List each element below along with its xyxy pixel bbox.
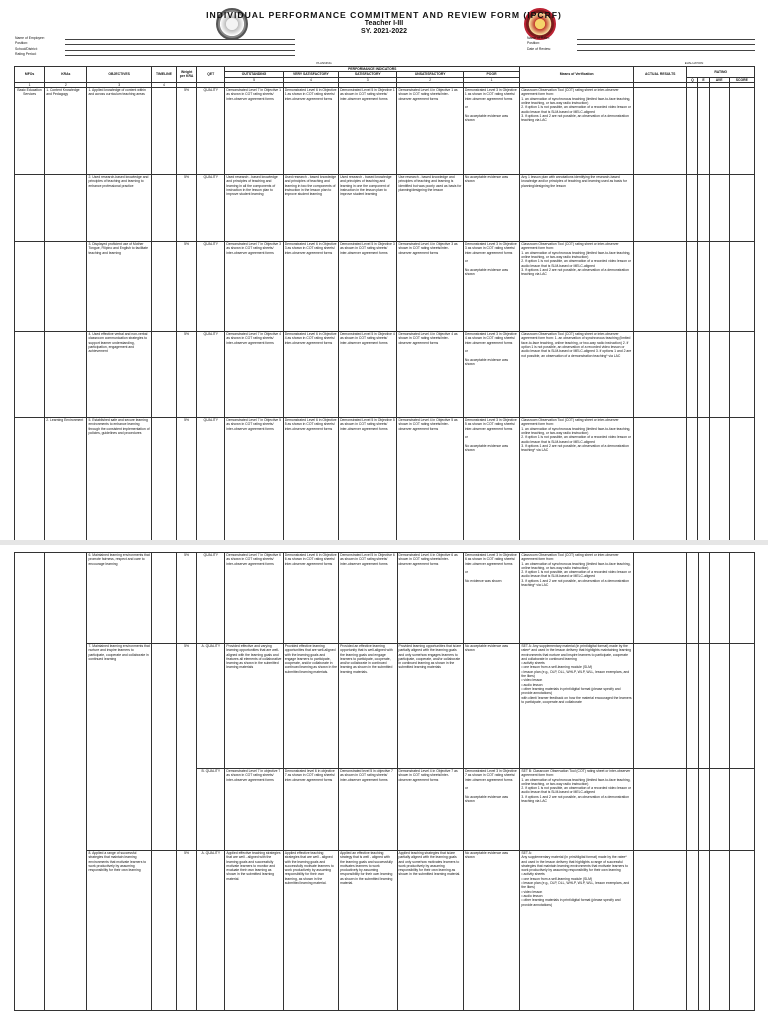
mfo-cell xyxy=(15,553,45,1011)
col-timeline: TIMELINE xyxy=(151,67,176,83)
rating-e-cell[interactable] xyxy=(698,418,709,541)
col-poor: POOR xyxy=(463,72,519,77)
poor-cell: No acceptable evidence was shown xyxy=(463,644,519,769)
satisfactory-cell: Demonstrated Level 5 in Objective 3 as shown in COT rating sheets/ inter-observer agreement forms xyxy=(339,242,397,332)
very-satisfactory-cell: Demonstrated Level 6 in Objective 6 as shown in COT rating sheets/ inter-observer agreement forms xyxy=(283,553,338,644)
scale-5: 5 xyxy=(225,77,283,82)
info-label: Name of Rater: xyxy=(527,35,550,40)
col-number: 1 xyxy=(15,82,45,87)
outstanding-cell: Demonstrated Level 7 in Objective 4 as shown in COT rating sheets/ inter-observer agreement forms xyxy=(225,332,283,418)
objective-row xyxy=(15,418,755,541)
weight-cell: 5% xyxy=(177,851,197,1011)
col-number: 3 xyxy=(87,82,151,87)
objective-row xyxy=(15,332,755,418)
satisfactory-cell: Demonstrated Level 5 in Objective 4 as shown in COT rating sheets/ inter-observer agreement forms xyxy=(339,332,397,418)
rating-ave-cell[interactable] xyxy=(709,175,729,242)
objective-row xyxy=(15,644,755,769)
satisfactory-cell: Demonstrated Level 5 in Objective 1 as shown in COT rating sheets/ inter-observer agreement forms xyxy=(339,88,397,175)
poor-cell: Demonstrated Level 3 in Objective 4 as shown in COT rating sheets/ inter-observer agreement forms or No acceptable evidence was shown xyxy=(463,332,519,418)
form-subtitle: Teacher I-III xyxy=(364,20,404,27)
actual-results-cell[interactable] xyxy=(634,644,687,769)
timeline-cell[interactable] xyxy=(151,418,176,541)
scale-4: 4 xyxy=(283,77,338,82)
outstanding-cell: Demonstrated Level 7 in Objective 5 as shown in COT rating sheets/ inter-observer agreement forms xyxy=(225,418,283,541)
actual-results-cell[interactable] xyxy=(634,332,687,418)
scale-3: 3 xyxy=(339,77,397,82)
col-mfos: MFOs xyxy=(15,67,45,83)
satisfactory-cell: Provided an effective learning opportunity that is well-aligned with the learning goals and engage learners to participate, cooperate, and/or collaborate in continued learning as shown in the submitted learning materials. xyxy=(339,644,397,769)
info-label: Position: xyxy=(15,41,29,45)
rating-ave-cell[interactable] xyxy=(709,418,729,541)
rating-ave-cell[interactable] xyxy=(709,88,729,175)
rating-q-cell[interactable] xyxy=(687,88,698,175)
poor-cell: No acceptable evidence was shown xyxy=(463,851,519,1011)
rating-score-cell[interactable] xyxy=(729,242,754,332)
poor-cell: Demonstrated Level 3 in Objective 3 as shown in COT rating sheets/ inter-observer agreement forms or No acceptable evidence was shown xyxy=(463,242,519,332)
satisfactory-cell: Applied an effective teaching strategy that is well - aligned with the learning goals and successfully motivates learners to work productively by assuming responsibility for their own learning as shown in the submitted learning material. xyxy=(339,851,397,1011)
timeline-cell[interactable] xyxy=(151,644,176,851)
scale-2: 2 xyxy=(397,77,463,82)
actual-results-cell[interactable] xyxy=(634,851,687,1011)
unsatisfactory-cell: Demonstrated Level 4 in Objective 1 as shown in COT rating sheets/inter-observer agreement forms xyxy=(397,88,463,175)
very-satisfactory-cell: Demonstrated Level 6 in Objective 5 as shown in COT rating sheets/ inter-observer agreement forms xyxy=(283,418,338,541)
timeline-cell[interactable] xyxy=(151,332,176,418)
outstanding-cell: Demonstrated Level 7 in Objective 1 as shown in COT rating sheets/ inter-observer agreement forms xyxy=(225,88,283,175)
form-header xyxy=(0,10,768,36)
actual-results-cell[interactable] xyxy=(634,242,687,332)
outstanding-cell: Provided effective and varying learning opportunities that are well-aligned with the learning goals and features all elements of collaborative learning as shown in the submitted learning materials xyxy=(225,644,283,769)
rating-ave-cell[interactable] xyxy=(709,851,729,1011)
mfo-cell xyxy=(15,332,45,418)
rating-ave-cell[interactable] xyxy=(709,553,729,644)
outstanding-cell: Demonstrated Level 7 in objective 7 as shown in COT rating sheets/ inter-observer agreement forms xyxy=(225,769,283,851)
actual-results-cell[interactable] xyxy=(634,175,687,242)
poor-cell: Demonstrated Level 3 in Objective 5 as shown in COT rating sheets/ inter-observer agreement forms or No acceptable evidence was shown xyxy=(463,418,519,541)
objective-row xyxy=(15,851,755,1011)
col-rating: RATING xyxy=(687,67,755,78)
info-label: Name of Employee: xyxy=(15,35,45,40)
mov-cell: SET B: Classroom Observation Tool (COT) rating sheet or inter-observer agreement form from: 1. an observation of synchronous teaching (limited face-to-face teaching, online teaching, or two-way radio instruction) 2. if option 1 is not possible, an observation of a recorded video lesson or audio lesson that is SLM-based or MELC-aligned 3. if options 1 and 2 are not possible, an observation of a demonstration teaching via LAC xyxy=(520,769,634,851)
poor-cell: No acceptable evidence was shown xyxy=(463,175,519,242)
ipcrf-table-page-2 xyxy=(14,552,755,1011)
rating-score-cell[interactable] xyxy=(729,553,754,644)
rating-e-cell[interactable] xyxy=(698,851,709,1011)
rating-ave-cell[interactable] xyxy=(709,769,729,851)
scale-1: 1 xyxy=(463,77,519,82)
col-weight: Weight per KRA xyxy=(177,67,197,83)
rating-q-cell[interactable] xyxy=(687,175,698,242)
mov-cell: Classroom Observation Tool (COT) rating sheet or inter-observer agreement form from: 1. an observation of synchronous teaching (limited face-to-face teaching, online teaching, or two-way radio instruction) 2. if option 1 is not possible, an observation of a recorded video lesson or audio lesson that is SLM-based or MELC-aligned 3. if options 1 and 2 are not possible, an observation of a demonstration teaching* via LAC xyxy=(520,553,634,644)
col-kras: KRAs xyxy=(45,67,87,83)
objective-cell: 1. Applied knowledge of content within and across curriculum teaching areas xyxy=(87,88,151,175)
employee-info xyxy=(15,34,295,56)
very-satisfactory-cell: Provided effective learning opportunities that are well-aligned with the learning goals and engage learners to participate, cooperate, and/or collaborate in continued learning as shown in the submitted learning materials. xyxy=(283,644,338,769)
employee-name-field[interactable] xyxy=(65,35,295,40)
rating-score-cell[interactable] xyxy=(729,88,754,175)
mfo-cell xyxy=(15,242,45,332)
planning-band: PLANNING xyxy=(316,61,332,65)
rating-e-cell[interactable] xyxy=(698,175,709,242)
col-q: Q xyxy=(687,77,698,82)
objective-cell: 3. Displayed proficient use of Mother Tongue, Filipino and English to facilitate teaching and learning xyxy=(87,242,151,332)
objective-cell: 7. Maintained learning environments that nurture and inspire learners to participate, cooperate and collaborate in continued learning xyxy=(87,644,151,851)
objective-row xyxy=(15,553,755,644)
col-performance-indicators: PERFORMANCE INDICATORS xyxy=(225,67,520,72)
actual-results-cell[interactable] xyxy=(634,553,687,644)
outstanding-cell: Demonstrated Level 7 in Objective 3 as shown in COT rating sheets/ inter-observer agreement forms xyxy=(225,242,283,332)
unsatisfactory-cell: Provided learning opportunities that is/are partially aligned with the learning goals and only somehow engages learners to participate, cooperate, and/or collaborate in continued learning as shown in the submitted learning materials xyxy=(397,644,463,769)
rating-e-cell[interactable] xyxy=(698,553,709,644)
weight-cell: 5% xyxy=(177,175,197,242)
objective-row xyxy=(15,242,755,332)
unsatisfactory-cell: Demonstrated Level 4 in Objective 6 as shown in COT rating sheets/inter-observer agreement forms xyxy=(397,553,463,644)
rating-ave-cell[interactable] xyxy=(709,644,729,769)
qet-cell: QUALITY xyxy=(197,418,225,541)
col-objectives: OBJECTIVES xyxy=(87,67,151,83)
col-e: E xyxy=(698,77,709,82)
poor-cell: Demonstrated Level 3 in Objective 6 as shown in COT rating sheets/ inter-observer agreement forms or No evidence was shown xyxy=(463,553,519,644)
kra-cell: 2. Learning Environment xyxy=(45,418,87,541)
evaluation-band: EVALUATION xyxy=(684,61,704,65)
rating-q-cell[interactable] xyxy=(687,553,698,644)
col-unsatisfactory: UNSATISFACTORY xyxy=(397,72,463,77)
timeline-cell[interactable] xyxy=(151,242,176,332)
col-ave: AVE xyxy=(709,77,729,82)
timeline-cell[interactable] xyxy=(151,553,176,644)
mov-cell: Classroom Observation Tool (COT) rating sheet or inter-observer agreement form from: 1. an observation of synchronous teaching (limited face-to-face teaching, online teaching, or two-way radio instruction) 2. if option 1 is not possible, an observation of a recorded video lesson or audio lesson that is SLM-based or MELC-aligned 3. if options 1 and 2 are not possible, an observation of a demonstration teaching via LAC xyxy=(520,88,634,175)
weight-cell: 5% xyxy=(177,553,197,644)
info-label: Position: xyxy=(527,41,541,45)
objective-row xyxy=(15,88,755,175)
rater-position-field[interactable] xyxy=(577,40,755,45)
employee-position-field[interactable] xyxy=(65,40,295,45)
rating-e-cell[interactable] xyxy=(698,332,709,418)
mfo-cell xyxy=(15,418,45,541)
qet-cell: B. QUALITY xyxy=(197,769,225,851)
weight-cell: 5% xyxy=(177,418,197,541)
outstanding-cell: Demonstrated Level 7 in Objective 6 as shown in COT rating sheets/ inter-observer agreement forms xyxy=(225,553,283,644)
ipcrf-table-page-1 xyxy=(14,61,755,541)
actual-results-cell[interactable] xyxy=(634,769,687,851)
qet-cell: QUALITY xyxy=(197,553,225,644)
kra-cell: 1. Content Knowledge and Pedagogy xyxy=(45,88,87,175)
timeline-cell[interactable] xyxy=(151,175,176,242)
weight-cell: 5% xyxy=(177,242,197,332)
rating-q-cell[interactable] xyxy=(687,769,698,851)
col-number: 2 xyxy=(45,82,87,87)
rater-name-field[interactable] xyxy=(577,35,755,40)
outstanding-cell: Applied effective teaching strategies that are well - aligned with the learning goals and successfully motivate learners to monitor and evaluate their own learning as shown in the submitted learning material. xyxy=(225,851,283,1011)
mov-cell: Classroom Observation Tool (COT) rating sheet or inter-observer agreement form from: 1. an observation of synchronous teaching (limited face-to-face teaching, online teaching, or two-way radio instruction) 2. if option 1 is not possible, an observation of a recorded video lesson or audio lesson that is SLM-based or MELC-aligned 3. if options 1 and 2 are not possible, an observation of a demonstration teaching* via LAC xyxy=(520,418,634,541)
actual-results-cell[interactable] xyxy=(634,418,687,541)
qet-cell: A. QUALITY xyxy=(197,851,225,1011)
col-number: 4 xyxy=(151,82,176,87)
form-title: INDIVIDUAL PERFORMANCE COMMITMENT AND REVIEW FORM (IPCRF) xyxy=(206,10,562,20)
very-satisfactory-cell: Demonstrated Level 6 in Objective 1 as shown in COT rating sheets/ inter-observer agreement forms xyxy=(283,88,338,175)
qet-cell: QUALITY xyxy=(197,88,225,175)
school-district-field[interactable] xyxy=(65,46,295,51)
very-satisfactory-cell: Demonstrated level 6 in objective 7 as shown in COT rating sheets/ inter-observer agreement forms xyxy=(283,769,338,851)
objective-cell: 2. Used research-based knowledge and principles of teaching and learning to enhance professional practice xyxy=(87,175,151,242)
col-outstanding: OUTSTANDING xyxy=(225,72,283,77)
qet-cell: QUALITY xyxy=(197,175,225,242)
timeline-cell[interactable] xyxy=(151,851,176,1011)
col-means-of-verification: Means of Verification xyxy=(520,67,634,83)
date-of-review-field[interactable] xyxy=(577,46,755,51)
mov-cell: Classroom Observation Tool (COT) rating sheet or inter-observer agreement form from: 1. an observation of synchronous teaching (limited face-to-face teaching, online teaching, or two-way radio instruction) 2. if option 1 is not possible, an observation of a recorded video lesson or audio lesson that is SLM-based or MELC-aligned 3. if options 1 and 2 are not possible, an observation of a demonstration teaching via LAC xyxy=(520,242,634,332)
unsatisfactory-cell: Demonstrated Level 4 in Objective 4 as shown in COT rating sheets/inter-observer agreement forms xyxy=(397,332,463,418)
rating-score-cell[interactable] xyxy=(729,644,754,769)
rating-score-cell[interactable] xyxy=(729,332,754,418)
kra-cell xyxy=(45,242,87,332)
weight-cell: 5% xyxy=(177,88,197,175)
rating-score-cell[interactable] xyxy=(729,418,754,541)
objective-cell: 6. Maintained learning environments that promote fairness, respect and care to encourage learning xyxy=(87,553,151,644)
unsatisfactory-cell: Demonstrated Level 4 in Objective 3 as shown in COT rating sheets/inter-observer agreement forms xyxy=(397,242,463,332)
weight-cell: 5% xyxy=(177,644,197,851)
rating-e-cell[interactable] xyxy=(698,242,709,332)
info-label: Rating Period: xyxy=(15,52,37,56)
objective-row xyxy=(15,175,755,242)
rating-ave-cell[interactable] xyxy=(709,332,729,418)
mov-cell: Classroom Observation Tool (COT) rating sheet or inter-observer agreement form from: 1. an observation of synchronous teaching (limited face-to-face teaching, online teaching, or two-way radio instruction) 2. if option 1 is not possible, an observation of a recorded video lesson or audio lesson that is SLM-based or MELC-aligned 3. if options 1 and 2 are not possible, an observation of a demonstration teaching* via LAC xyxy=(520,332,634,418)
mov-cell: SET A: Any supplementary material (in print/digital format) made by the ratee* and used in the lesson delivery that highlights maintaining learning environments that nurture and inspire learners to participate, cooperate and collaborate in continued learning • activity sheets • one lesson from a self-learning module (SLM) • lesson plan (e.g., DLP, DLL, WHLP, WLP, WLL, lesson exemplars, and the likes) • video lesson • audio lesson • other learning materials in print/digital format (please specify and provide annotations) with client/ learner feedback on how the material encouraged the learners to participate, cooperate and collaborate xyxy=(520,644,634,769)
rating-q-cell[interactable] xyxy=(687,851,698,1011)
rating-e-cell[interactable] xyxy=(698,88,709,175)
school-year: SY. 2021-2022 xyxy=(361,28,407,35)
rating-score-cell[interactable] xyxy=(729,851,754,1011)
col-actual-results: ACTUAL RESULTS xyxy=(634,67,687,83)
qet-cell: A. QUALITY xyxy=(197,644,225,769)
unsatisfactory-cell: Demonstrated Level 4 in Objective 5 as shown in COT rating sheets/inter-observer agreement forms xyxy=(397,418,463,541)
rater-info xyxy=(527,34,755,51)
kra-cell xyxy=(45,175,87,242)
unsatisfactory-cell: Applied teaching strategies that is/are partially aligned with the learning goals and only somehow motivates learners to work productively by assuming responsibility for their own learning as shown in the submitted learning material. xyxy=(397,851,463,1011)
poor-cell: Demonstrated Level 3 in Objective 1 as shown in COT rating sheets/ inter-observer agreement forms or No acceptable evidence was shown xyxy=(463,88,519,175)
rating-score-cell[interactable] xyxy=(729,175,754,242)
unsatisfactory-cell: Use research - based knowledge and principles of teaching and learning is identified but was poorly used as basis for planning/designing the lesson xyxy=(397,175,463,242)
rating-score-cell[interactable] xyxy=(729,769,754,851)
col-satisfactory: SATISFACTORY xyxy=(339,72,397,77)
qet-cell: QUALITY xyxy=(197,332,225,418)
mfo-cell xyxy=(15,175,45,242)
rating-q-cell[interactable] xyxy=(687,242,698,332)
unsatisfactory-cell: Demonstrated Level 4 in Objective 7 as shown in COT rating sheets/inter-observer agreement forms xyxy=(397,769,463,851)
satisfactory-cell: Demonstrated Level 5 in Objective 6 as shown in COT rating sheets/ inter-observer agreement forms xyxy=(339,553,397,644)
outstanding-cell: Used research - based knowledge and principles of teaching and learning in all the components of instruction in the lesson plan to improve student learning xyxy=(225,175,283,242)
rating-period-field[interactable] xyxy=(65,51,295,56)
rating-q-cell[interactable] xyxy=(687,332,698,418)
timeline-cell[interactable] xyxy=(151,88,176,175)
form-page-2 xyxy=(0,545,768,1024)
objective-cell: 5. Established safe and secure learning environments to enhance learning through the consistent implementation of policies, guidelines and procedures xyxy=(87,418,151,541)
very-satisfactory-cell: Applied effective teaching strategies that are well - aligned with the learning goals and successfully motivate learners to work productively by assuming responsibility for their own learning, as shown in the submitted learning material. xyxy=(283,851,338,1011)
satisfactory-cell: Demonstrated Level 5 in Objective 5 as shown in COT rating sheets/ inter-observer agreement forms xyxy=(339,418,397,541)
qet-cell: QUALITY xyxy=(197,242,225,332)
objective-cell: 8. Applied a range of successful strategies that maintain learning environments that motivate learners to work productively by assuming responsibility for their own learning xyxy=(87,851,151,1011)
kra-cell xyxy=(45,332,87,418)
very-satisfactory-cell: Demonstrated Level 6 in Objective 3 as shown in COT rating sheets/ inter-observer agreement forms xyxy=(283,242,338,332)
info-label: Date of Review: xyxy=(527,46,551,51)
rating-ave-cell[interactable] xyxy=(709,242,729,332)
rating-e-cell[interactable] xyxy=(698,769,709,851)
satisfactory-cell: Used research - based knowledge and principles of teaching and learning in one the component of instruction in the lesson plan to improve student learning xyxy=(339,175,397,242)
mfo-cell: Basic Education Services xyxy=(15,88,45,175)
poor-cell: Demonstrated Level 3 in Objective 7 as shown in COT rating sheets/ inter-observer agreement forms or No acceptable evidence was shown xyxy=(463,769,519,851)
objective-cell: 4. Used effective verbal and non-verbal classroom communication strategies to support learner understanding, participation, engagement and achievement xyxy=(87,332,151,418)
kra-cell xyxy=(45,553,87,1011)
mov-cell: Any 1 lesson plan with annotations identifying the research-based knowledge and/or principles of teaching and learning used as basis for planning/designing the lesson xyxy=(520,175,634,242)
col-qet: QET xyxy=(197,67,225,83)
mov-cell: SET A: Any supplementary material (in print/digital format) made by the ratee* and used in the lesson delivery that highlights a range of successful strategies that maintain learning environments that motivate learners to work productively by assuming responsibility for their own learning • activity sheets • one lesson from a self-learning module (SLM) • lesson plan (e.g., DLP, DLL, WHLP, WLP, WLL, lesson exemplars, and the likes) • video lesson • audio lesson • other learning materials in print/digital format (please specify and provide annotations) xyxy=(520,851,634,1011)
info-label: School/District: xyxy=(15,46,38,51)
rating-e-cell[interactable] xyxy=(698,644,709,769)
actual-results-cell[interactable] xyxy=(634,88,687,175)
satisfactory-cell: Demonstrated level 5 in objective 7 as shown in COT rating sheets/ inter-observer agreement forms xyxy=(339,769,397,851)
weight-cell: 5% xyxy=(177,332,197,418)
very-satisfactory-cell: Used research - based knowledge and principles of teaching and learning in two the components of instruction in the lesson plan to improve student learning xyxy=(283,175,338,242)
header-row-1 xyxy=(15,67,755,72)
rating-q-cell[interactable] xyxy=(687,418,698,541)
rating-q-cell[interactable] xyxy=(687,644,698,769)
very-satisfactory-cell: Demonstrated Level 6 in Objective 4 as shown in COT rating sheets/ inter-observer agreement forms xyxy=(283,332,338,418)
col-score: SCORE xyxy=(729,77,754,82)
col-very-satisfactory: VERY SATISFACTORY xyxy=(283,72,338,77)
